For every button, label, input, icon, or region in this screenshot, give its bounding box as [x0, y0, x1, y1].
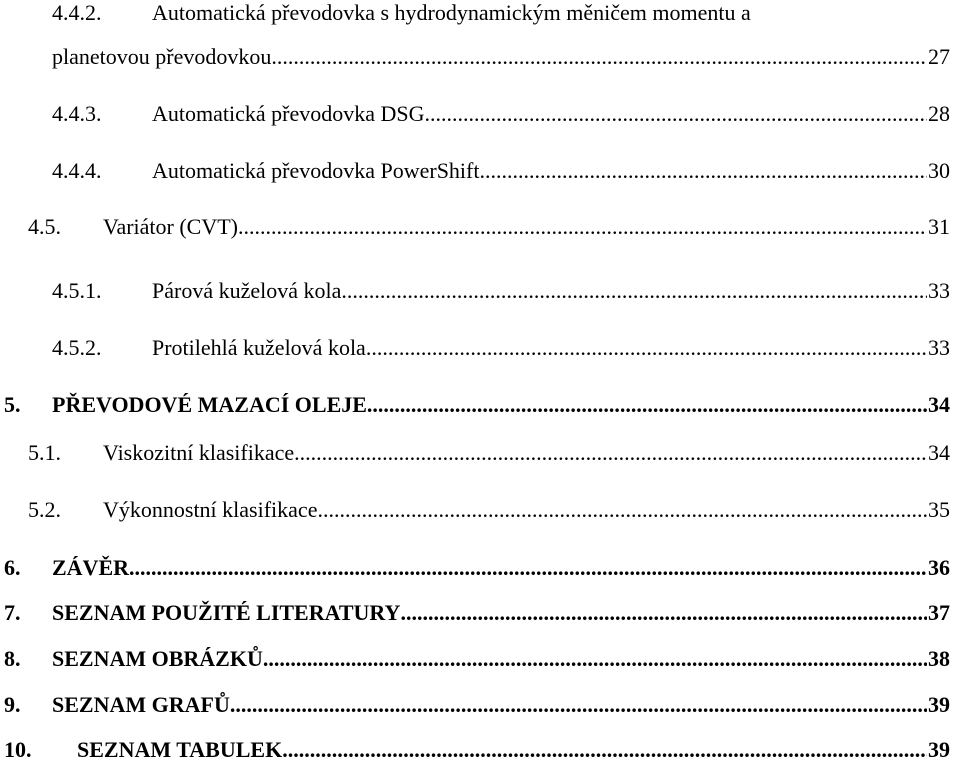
- toc-entry-page: 34: [928, 392, 950, 417]
- toc-entry-number: 4.4.4.: [52, 158, 102, 183]
- dot-leader: [341, 278, 927, 304]
- toc-entry-4-4-4[interactable]: [52, 158, 951, 184]
- toc-entry-4-4-2-line2[interactable]: [52, 44, 951, 70]
- toc-entry-page: 31: [928, 214, 950, 239]
- toc-entry-number: 4.5.: [28, 214, 61, 239]
- toc-entry-page: 38: [928, 646, 950, 671]
- toc-entry-number: 8.: [4, 646, 21, 671]
- toc-entry-page: 33: [928, 335, 950, 360]
- toc-entry-10[interactable]: [4, 737, 951, 763]
- dot-leader: [129, 555, 927, 581]
- toc-entry-page: 36: [928, 555, 950, 580]
- toc-entry-number: 5.1.: [28, 440, 61, 465]
- toc-entry-page: 35: [928, 497, 950, 522]
- toc-entry-title: PŘEVODOVÉ MAZACÍ OLEJE: [52, 392, 367, 417]
- dot-leader: [480, 158, 928, 184]
- toc-entry-page: 39: [928, 737, 950, 762]
- toc-entry-page: 39: [928, 692, 950, 717]
- toc-entry-4-5-2[interactable]: [52, 335, 951, 361]
- toc-entry-title: Variátor (CVT): [103, 214, 239, 239]
- toc-entry-title: Párová kuželová kola: [152, 278, 342, 303]
- dot-leader: [400, 600, 927, 626]
- toc-entry-number: 4.4.3.: [52, 101, 102, 126]
- dot-leader: [282, 737, 927, 763]
- dot-leader: [317, 497, 927, 523]
- toc-entry-page: 34: [928, 440, 950, 465]
- toc-entry-number: 7.: [4, 600, 21, 625]
- toc-entry-9[interactable]: [4, 692, 951, 718]
- toc-entry-page: 27: [928, 44, 950, 69]
- toc-entry-8[interactable]: [4, 646, 951, 672]
- toc-entry-5[interactable]: [4, 392, 951, 418]
- toc-entry-title: Automatická převodovka PowerShift: [152, 158, 480, 183]
- toc-entry-title: Viskozitní klasifikace: [103, 440, 295, 465]
- toc-entry-4-5[interactable]: [28, 214, 951, 240]
- toc-entry-4-5-1[interactable]: [52, 278, 951, 304]
- toc-entry-number: 5.: [4, 392, 21, 417]
- toc-entry-page: 37: [928, 600, 950, 625]
- toc-entry-5-1[interactable]: [28, 440, 951, 466]
- toc-entry-number: 4.5.1.: [52, 278, 102, 303]
- toc-entry-page: 30: [928, 158, 950, 183]
- toc-entry-number: 6.: [4, 555, 21, 580]
- toc-entry-title: SEZNAM GRAFŮ: [52, 692, 230, 717]
- dot-leader: [263, 646, 927, 672]
- toc-entry-page: 33: [928, 278, 950, 303]
- dot-leader: [425, 101, 928, 127]
- toc-entry-number: 4.5.2.: [52, 335, 102, 360]
- toc-entry-page: 28: [928, 101, 950, 126]
- dot-leader: [230, 692, 927, 718]
- toc-entry-title: Automatická převodovka DSG: [152, 101, 425, 126]
- toc-entry-number: 9.: [4, 692, 21, 717]
- toc-entry-title: SEZNAM POUŽITÉ LITERATURY: [52, 600, 401, 625]
- toc-entry-7[interactable]: [4, 600, 951, 626]
- toc-entry-5-2[interactable]: [28, 497, 951, 523]
- toc-entry-title: SEZNAM TABULEK: [77, 737, 283, 762]
- toc-entry-6[interactable]: [4, 555, 951, 581]
- dot-leader: [367, 392, 927, 418]
- toc-entry-number: 5.2.: [28, 497, 61, 522]
- toc-entry-title: ZÁVĚR: [52, 555, 130, 580]
- toc-entry-number: 10.: [4, 737, 32, 762]
- toc-entry-title: Automatická převodovka s hydrodynamickým měničem momentu a: [152, 0, 751, 25]
- dot-leader: [366, 335, 927, 361]
- toc-entry-title: planetovou převodovkou: [52, 44, 272, 69]
- toc-entry-4-4-3[interactable]: [52, 101, 951, 127]
- toc-entry-title: Výkonnostní klasifikace: [103, 497, 318, 522]
- dot-leader: [238, 214, 927, 240]
- toc-entry-number: 4.4.2.: [52, 0, 102, 25]
- dot-leader: [294, 440, 927, 466]
- dot-leader: [271, 44, 927, 70]
- toc-entry-title: SEZNAM OBRÁZKŮ: [52, 646, 263, 671]
- toc-entry-title: Protilehlá kuželová kola: [152, 335, 366, 360]
